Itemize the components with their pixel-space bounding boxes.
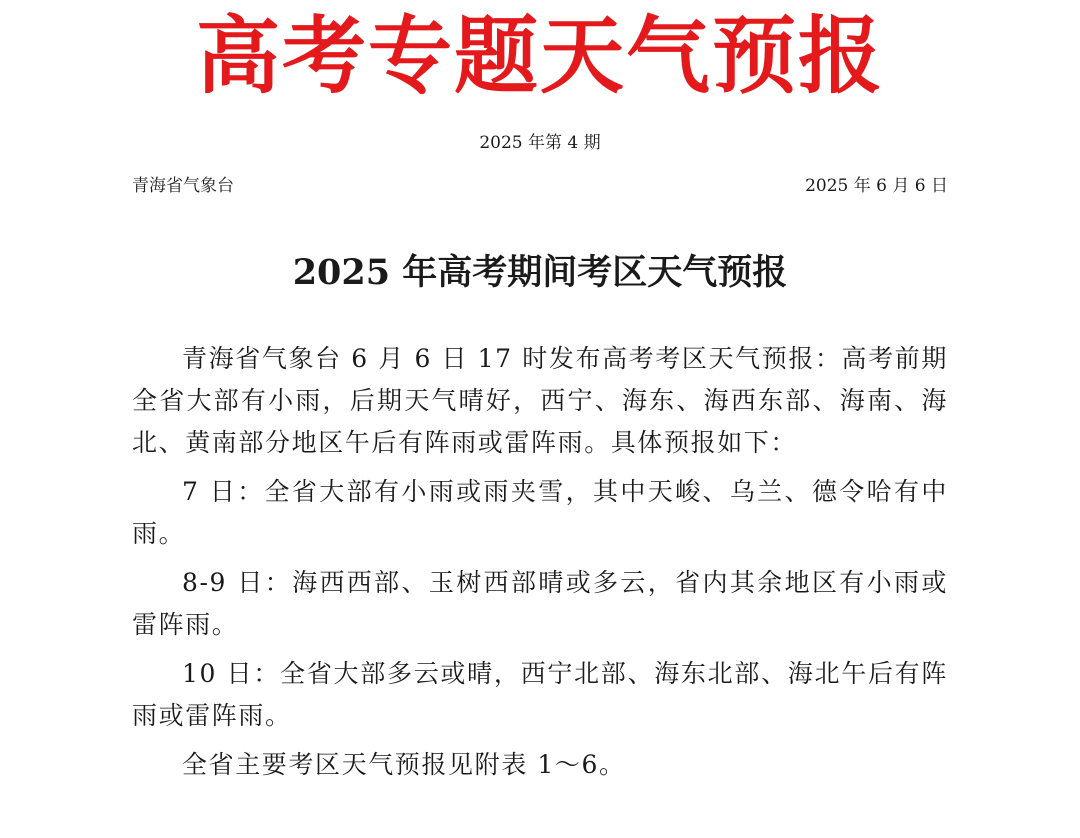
paragraph-day-10: 10 日：全省大部多云或晴，西宁北部、海东北部、海北午后有阵雨或雷阵雨。: [132, 659, 948, 730]
paragraph-day-8-9: 8-9 日：海西西部、玉树西部晴或多云，省内其余地区有小雨或雷阵雨。: [132, 568, 948, 639]
paragraph-intro: 青海省气象台 6 月 6 日 17 时发布高考考区天气预报：高考前期全省大部有小雨，后期天气晴好，西宁、海东、海西东部、海南、海北、黄南部分地区午后有阵雨或雷阵雨。具体预报如下：: [132, 344, 948, 457]
issuing-agency: 青海省气象台: [132, 176, 234, 196]
issue-date: 2025 年 6 月 6 日: [805, 176, 948, 196]
masthead-title: 高考专题天气预报: [195, 6, 884, 105]
forecast-body: [132, 338, 948, 786]
paragraph-appendix-note: 全省主要考区天气预报见附表 1～6。: [182, 750, 626, 779]
issue-number: 2025 年第 4 期: [479, 133, 601, 153]
paragraph-day-7: 7 日：全省大部有小雨或雨夹雪，其中天峻、乌兰、德令哈有中雨。: [132, 477, 948, 548]
document-title: 2025 年高考期间考区天气预报: [292, 252, 788, 293]
